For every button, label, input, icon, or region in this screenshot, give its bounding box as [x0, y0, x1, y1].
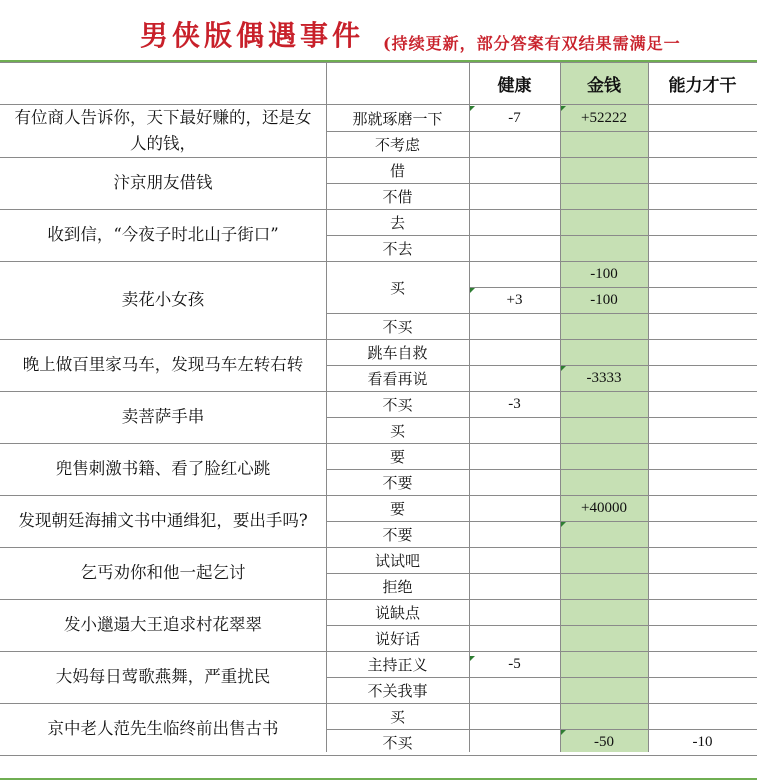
ability-value — [648, 469, 757, 495]
row-line — [0, 651, 757, 652]
choice-option: 不去 — [382, 239, 413, 258]
ability-value — [648, 573, 757, 599]
health-value — [469, 573, 560, 599]
money-value — [560, 625, 648, 651]
choice-option: 不买 — [382, 395, 413, 414]
title-subtitle: (持续更新，部分答案有双结果需满足一 — [383, 34, 681, 53]
choice-option: 不要 — [382, 525, 413, 544]
row-line — [0, 391, 757, 392]
ability-value — [648, 391, 757, 417]
money-value — [560, 703, 648, 729]
choice-option: 不买 — [382, 317, 413, 336]
column-header-4: 能力才干 — [668, 75, 737, 96]
health-value — [469, 521, 560, 547]
ability-value — [648, 105, 757, 131]
health-value: -7 — [508, 109, 521, 126]
health-value — [469, 547, 560, 573]
row-line — [0, 599, 757, 600]
title-main: 男侠版偶遇事件 — [140, 19, 365, 52]
choice-option: 不买 — [382, 733, 413, 752]
health-value — [469, 339, 560, 365]
row-line — [326, 365, 757, 366]
health-value — [469, 365, 560, 391]
ability-value — [648, 417, 757, 443]
choice-option: 拒绝 — [382, 577, 413, 596]
cell-comment-marker — [561, 522, 566, 527]
money-value: -3333 — [586, 369, 622, 386]
ability-value — [648, 183, 757, 209]
money-value: +52222 — [581, 109, 627, 126]
column-header-3: 金钱 — [587, 75, 621, 96]
ability-value — [648, 365, 757, 391]
money-value — [560, 417, 648, 443]
ability-value — [648, 521, 757, 547]
ability-value — [648, 599, 757, 625]
health-value — [469, 157, 560, 183]
health-value — [469, 599, 560, 625]
choice-option: 说缺点 — [374, 603, 420, 622]
money-value — [560, 443, 648, 469]
choice-option: 不借 — [382, 187, 413, 206]
cell-comment-marker — [470, 106, 475, 111]
row-line — [326, 313, 757, 314]
health-value — [469, 235, 560, 261]
money-value — [560, 235, 648, 261]
money-value — [560, 391, 648, 417]
choice-option: 不关我事 — [367, 681, 428, 700]
row-line — [326, 729, 757, 730]
cell-comment-marker — [470, 288, 475, 293]
money-value: -50 — [594, 733, 614, 750]
choice-option: 要 — [389, 499, 405, 518]
money-value — [560, 677, 648, 703]
row-line — [0, 339, 757, 340]
health-value — [469, 625, 560, 651]
money-value — [560, 573, 648, 599]
money-value — [560, 521, 648, 547]
ability-value — [648, 235, 757, 261]
health-value — [469, 131, 560, 157]
health-value — [469, 417, 560, 443]
money-value — [560, 157, 648, 183]
ability-value — [648, 495, 757, 521]
cell-comment-marker — [470, 656, 475, 661]
choice-option: 不要 — [382, 473, 413, 492]
ability-value — [648, 157, 757, 183]
row-line — [326, 625, 757, 626]
choice-option: 跳车自救 — [367, 343, 428, 362]
money-value — [560, 469, 648, 495]
choice-option: 买 — [389, 278, 405, 297]
ability-value — [648, 625, 757, 651]
ability-value — [648, 131, 757, 157]
money-value — [560, 547, 648, 573]
choice-option: 借 — [389, 161, 405, 180]
bottom-divider — [0, 778, 757, 780]
money-value — [560, 183, 648, 209]
health-value — [469, 703, 560, 729]
event-text: 卖花小女孩 — [121, 290, 205, 309]
row-line — [0, 495, 757, 496]
row-line — [326, 573, 757, 574]
row-line — [0, 157, 757, 158]
event-text: 大妈每日莺歌燕舞，严重扰民 — [55, 667, 271, 686]
money-value — [560, 209, 648, 235]
health-value: -5 — [508, 655, 521, 672]
header-top-line — [0, 62, 757, 63]
health-value: -3 — [508, 395, 521, 412]
money-value — [560, 339, 648, 365]
ability-value — [648, 547, 757, 573]
money-value — [560, 313, 648, 339]
column-line — [560, 62, 561, 752]
choice-option: 买 — [389, 421, 405, 440]
money-value — [560, 131, 648, 157]
cell-comment-marker — [561, 366, 566, 371]
event-text: 京中老人范先生临终前出售古书 — [47, 719, 279, 738]
row-line — [0, 261, 757, 262]
money-value: +40000 — [581, 499, 627, 516]
choice-option: 试试吧 — [374, 551, 420, 570]
row-line — [326, 235, 757, 236]
event-text: 乞丐劝你和他一起乞讨 — [80, 563, 246, 582]
health-value — [469, 729, 560, 755]
health-value — [469, 443, 560, 469]
column-line — [648, 62, 649, 752]
ability-value — [648, 209, 757, 235]
health-value — [469, 677, 560, 703]
event-text: 有位商人告诉你，天下最好赚的，还是女人的钱， — [14, 108, 312, 153]
ability-value — [648, 313, 757, 339]
row-line — [0, 755, 757, 756]
money-value — [560, 651, 648, 677]
health-value — [469, 495, 560, 521]
header-bottom-line — [0, 104, 757, 105]
ability-value — [648, 651, 757, 677]
row-line — [326, 417, 757, 418]
money-value: -100 — [590, 265, 618, 282]
row-line — [0, 703, 757, 704]
column-line — [326, 62, 327, 752]
health-value — [469, 469, 560, 495]
choice-option: 那就琢磨一下 — [352, 109, 443, 128]
choice-option: 看看再说 — [367, 369, 428, 388]
row-line — [0, 443, 757, 444]
column-header-0 — [0, 63, 326, 103]
cell-comment-marker — [561, 730, 566, 735]
money-value — [560, 599, 648, 625]
health-value — [469, 261, 560, 287]
ability-value — [648, 261, 757, 287]
event-text: 收到信，“今夜子时北山子街口” — [47, 225, 279, 244]
event-text: 晚上做百里家马车，发现马车左转右转 — [22, 355, 304, 374]
choice-option: 要 — [389, 447, 405, 466]
ability-value — [648, 677, 757, 703]
choice-option: 说好话 — [374, 629, 420, 648]
ability-value: -10 — [692, 733, 713, 750]
health-value — [469, 209, 560, 235]
choice-option: 不考虑 — [374, 135, 420, 154]
choice-option: 买 — [389, 707, 405, 726]
row-line — [0, 547, 757, 548]
health-value — [469, 183, 560, 209]
choice-option: 去 — [389, 213, 405, 232]
ability-value — [648, 339, 757, 365]
event-text: 兜售刺激书籍、看了脸红心跳 — [55, 459, 271, 478]
health-value: +3 — [506, 291, 523, 308]
row-line — [469, 287, 757, 288]
row-line — [326, 131, 757, 132]
row-line — [326, 677, 757, 678]
column-header-1 — [326, 63, 469, 103]
row-line — [326, 183, 757, 184]
event-text: 汴京朋友借钱 — [113, 173, 213, 192]
row-line — [326, 521, 757, 522]
health-value — [469, 313, 560, 339]
cell-comment-marker — [561, 106, 566, 111]
ability-value — [648, 443, 757, 469]
event-text: 卖菩萨手串 — [121, 407, 205, 426]
ability-value — [648, 703, 757, 729]
column-header-2: 健康 — [497, 75, 532, 96]
money-value: -100 — [590, 291, 618, 308]
row-line — [0, 209, 757, 210]
row-line — [326, 469, 757, 470]
column-line — [469, 62, 470, 752]
event-text: 发现朝廷海捕文书中通缉犯，要出手吗? — [18, 511, 308, 530]
choice-option: 主持正义 — [367, 655, 428, 674]
event-text: 发小邋遢大王追求村花翠翠 — [64, 615, 262, 634]
